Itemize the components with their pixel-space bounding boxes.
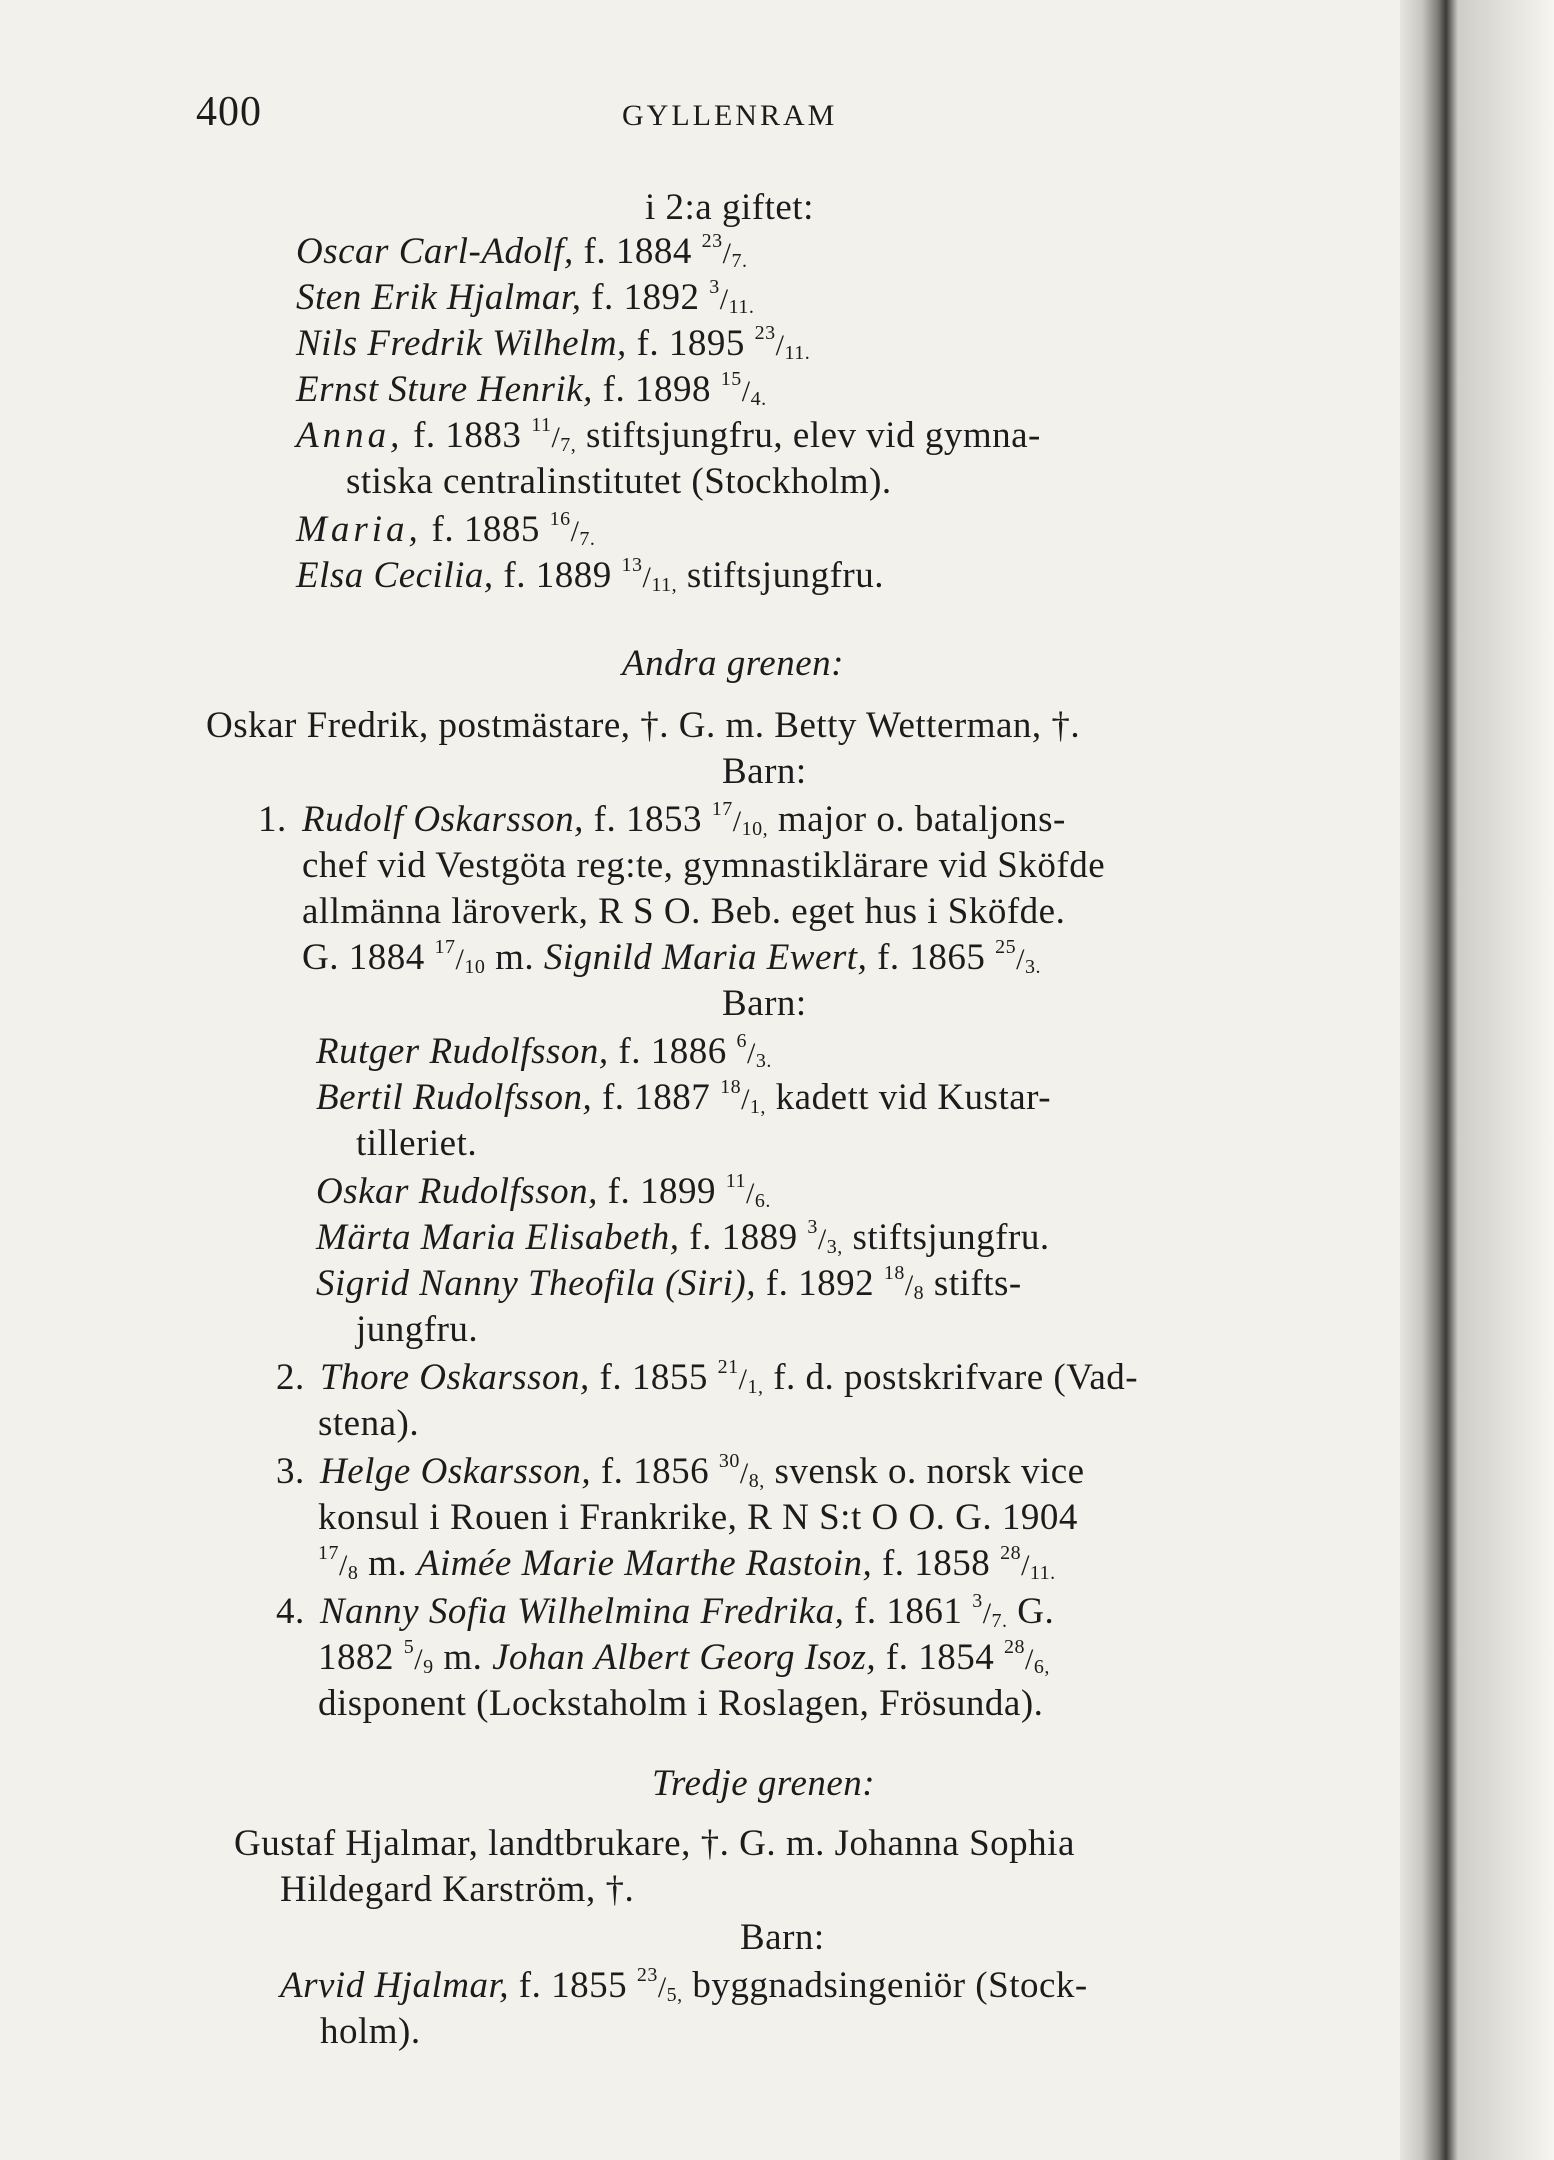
person-name: Ernst Sture Henrik, (296, 369, 593, 410)
entry-elsa: Elsa Cecilia, f. 1889 $^{13}/_{11,}$ stiftsjungfru. (296, 554, 884, 596)
entry-oskar: Oskar Rudolfsson, f. 1899 $^{11}/_{6.}$ (316, 1170, 771, 1212)
entry-oscar: Oscar Carl-Adolf, f. 1884 $^{23}/_{7.}$ (296, 230, 748, 272)
entry-arvid-cont: holm). (320, 2011, 421, 2052)
entry-ernst: Ernst Sture Henrik, f. 1898 $^{15}/_{4.}$ (296, 368, 767, 410)
entry-sigrid: Sigrid Nanny Theofila (Siri), f. 1892 $^{18}/_8$ stifts- (316, 1262, 1022, 1304)
person-name: Märta Maria Elisabeth, (316, 1217, 680, 1258)
person-name: Rudolf Oskarsson, (302, 799, 584, 840)
person-name: Sigrid Nanny Theofila (Siri), (316, 1263, 756, 1304)
person-name: Oscar Carl-Adolf, (296, 231, 574, 272)
entry-arvid: Arvid Hjalmar, f. 1855 $^{23}/_{5,}$ byggnadsingeniör (Stock- (280, 1964, 1088, 2006)
entry-bertil: Bertil Rudolfsson, f. 1887 $^{18}/_{1,}$ kadett vid Kustar- (316, 1076, 1052, 1118)
person-name: Johan Albert Georg Isoz, (492, 1637, 877, 1678)
person-name: Aimée Marie Marthe Rastoin, (416, 1543, 873, 1584)
book-spine-shadow (1400, 0, 1554, 2160)
andra-head-line: Oskar Fredrik, postmästare, †. G. m. Betty Wetterman, †. (206, 705, 1081, 746)
entry-helge-l2: konsul i Rouen i Frankrike, R N S:t O O. G. 1904 (318, 1497, 1078, 1538)
person-name: Sten Erik Hjalmar, (296, 277, 582, 318)
entry-nanny: 4. Nanny Sofia Wilhelmina Fredrika, f. 1861 $^3/_{7.}$ G. (276, 1590, 1055, 1632)
person-name: Anna, (296, 415, 404, 456)
entry-maria: Maria, f. 1885 $^{16}/_{7.}$ (296, 508, 596, 550)
person-name: Oskar Rudolfsson, (316, 1171, 598, 1212)
entry-rudolf-l4: G. 1884 $^{17}/_{10}$ m. Signild Maria Ewert, f. 1865 $^{25}/_{3.}$ (302, 936, 1042, 978)
person-name: Nils Fredrik Wilhelm, (296, 323, 627, 364)
entry-rudolf-l2: chef vid Vestgöta reg:te, gymnastiklärare vid Sköfde (302, 845, 1106, 886)
entry-anna-cont: stiska centralinstitutet (Stockholm). (346, 461, 892, 502)
barn-label-2: Barn: (722, 983, 807, 1024)
entry-marta: Märta Maria Elisabeth, f. 1889 $^3/_{3,}$ stiftsjungfru. (316, 1216, 1050, 1258)
entry-thore-cont: stena). (318, 1403, 420, 1444)
entry-anna: Anna, f. 1883 $^{11}/_{7,}$ stiftsjungfru, elev vid gymna- (296, 414, 1041, 456)
tredje-line-1: Gustaf Hjalmar, landtbrukare, †. G. m. Johanna Sophia (234, 1823, 1075, 1864)
entry-rutger: Rutger Rudolfsson, f. 1886 $^6/_{3.}$ (316, 1030, 772, 1072)
barn-label: Barn: (722, 751, 807, 792)
tredje-line-2: Hildegard Karström, †. (280, 1869, 635, 1910)
entry-sten: Sten Erik Hjalmar, f. 1892 $^3/_{11.}$ (296, 276, 755, 318)
section-heading-andra: Andra grenen: (622, 643, 844, 684)
page-number: 400 (196, 89, 262, 135)
entry-nanny-l3: disponent (Lockstaholm i Roslagen, Frösunda). (318, 1683, 1044, 1724)
person-name: Helge Oskarsson, (320, 1451, 592, 1492)
entry-nils: Nils Fredrik Wilhelm, f. 1895 $^{23}/_{11.}$ (296, 322, 811, 364)
person-name: Nanny Sofia Wilhelmina Fredrika, (320, 1591, 845, 1632)
person-name: Rutger Rudolfsson, (316, 1031, 609, 1072)
entry-thore: 2. Thore Oskarsson, f. 1855 $^{21}/_{1,}$ f. d. postskrifvare (Vad- (276, 1356, 1139, 1398)
person-name: Thore Oskarsson, (320, 1357, 590, 1398)
person-name: Arvid Hjalmar, (280, 1965, 509, 2006)
person-name: Maria, (296, 509, 422, 550)
barn-label-3: Barn: (740, 1917, 825, 1958)
entry-sigrid-cont: jungfru. (356, 1309, 479, 1350)
entry-rudolf: 1. Rudolf Oskarsson, f. 1853 $^{17}/_{10,}$ major o. bataljons- (258, 798, 1066, 840)
section-heading-tredje: Tredje grenen: (652, 1763, 876, 1804)
person-name: Signild Maria Ewert, (543, 937, 868, 978)
entry-nanny-l2: 1882 $^5/_9$ m. Johan Albert Georg Isoz, f. 1854 $^{28}/_{6,}$ (318, 1636, 1050, 1678)
person-name: Bertil Rudolfsson, (316, 1077, 593, 1118)
person-name: Elsa Cecilia, (296, 555, 494, 596)
entry-bertil-cont: tilleriet. (356, 1123, 478, 1164)
entry-helge: 3. Helge Oskarsson, f. 1856 $^{30}/_{8,}$ svensk o. norsk vice (276, 1450, 1085, 1492)
intro-line: i 2:a giftet: (645, 187, 814, 228)
entry-rudolf-l3: allmänna läroverk, R S O. Beb. eget hus i Sköfde. (302, 891, 1066, 932)
running-title: GYLLENRAM (622, 99, 838, 132)
entry-helge-l3: $^{17}/_8$ m. Aimée Marie Marthe Rastoin, f. 1858 $^{28}/_{11.}$ (318, 1542, 1056, 1584)
